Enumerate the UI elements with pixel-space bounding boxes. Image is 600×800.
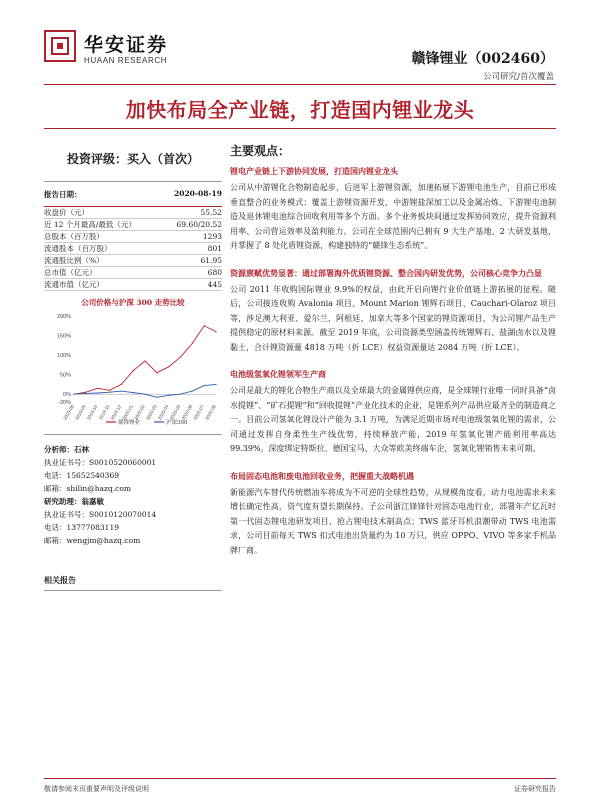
series-point: [180, 394, 181, 395]
x-tick-label: 2019-10: [85, 404, 99, 421]
stat-value: 55.52: [200, 208, 222, 217]
investment-rating: 投资评级：买入（首次）: [66, 152, 199, 166]
x-tick-label: 2020-04: [156, 404, 170, 421]
series-point: [192, 390, 193, 391]
stat-row: [44, 207, 222, 219]
series-point: [192, 343, 193, 344]
sections-container: [230, 165, 556, 558]
title-divider: [44, 128, 556, 129]
chart-title: 公司价格与沪深 300 走势比较: [81, 298, 185, 307]
analyst-info: [44, 443, 222, 547]
series-point: [109, 390, 110, 391]
rating-divider: [44, 181, 222, 182]
y-tick-label: 100%: [56, 353, 71, 360]
x-tick-label: 2020-01: [121, 404, 135, 421]
left-sidebar: [44, 142, 222, 591]
y-tick-label: -20%: [58, 400, 71, 406]
series-point: [85, 392, 86, 393]
section-body: 新能源汽车替代传统燃油车将成为不可逆的全球性趋势，从规模角度看，动力电池需求未来增长确定性高，资气度有望长期保持。子公司浙江锋锋针对固态电池行业，部署年产亿瓦时第一代固态锂电池研发项目，抢占锂电技术制高点；TWS 蓝牙耳机浪潮带动 TWS 电池需求，公司目前每天 TWS 扣式电池出货量约为 10 万只，供应 OPPO、VIVO 等多家手机品牌厂商。: [230, 487, 556, 555]
x-tick-label: 2020-06: [180, 404, 194, 421]
series-point: [133, 392, 134, 393]
stat-value: 801: [207, 244, 222, 253]
y-tick-label: 0%: [63, 392, 71, 399]
footer-divider: [44, 778, 556, 779]
stat-row: [44, 279, 222, 291]
main-content: [230, 142, 556, 571]
series-point: [144, 394, 145, 395]
logo-english: HUAAN RESEARCH: [84, 56, 168, 65]
section-body: 公司是最大的锂化合物生产商以及全球最大的金属锂供应商，是全球锂行业唯一同时具备“卤水提锂”、“矿石提锂”和“回收提锂”产业化技术的企业，是锂系列产品供应最齐全的制造商之一。目前公司氢氧化锂设计产能为 3.1 万吨，为满足近期市场对电池级氢氧化锂的需求，公司通过发挥自身柔性生产线优势，持续释放产能，2019 年氢氧化锂产能利用率高达 99.39%。深度绑定特斯拉、德国宝马、大众等欧美终端车企，氢氧化锂销售未来可期。: [230, 386, 556, 453]
series-point: [121, 384, 122, 385]
series-point: [97, 392, 98, 393]
header-divider: [44, 84, 556, 85]
x-tick-label: 2020-03: [145, 404, 158, 421]
series-point: [204, 325, 205, 326]
stat-row: [44, 267, 222, 279]
y-tick-label: 150%: [56, 333, 71, 340]
analyst-detail: 执业证书号：S0010520060001: [44, 458, 157, 467]
analyst-detail: 电话：15652540369: [44, 471, 119, 480]
y-tick-label: 200%: [56, 314, 71, 320]
series-point: [85, 393, 86, 394]
x-tick-label: 2020-08: [204, 404, 217, 421]
chart-divider: [44, 434, 222, 435]
logo-icon: [44, 30, 76, 62]
x-tick-label: 2019-09: [74, 404, 87, 421]
series-point: [121, 390, 122, 391]
company-name: 赣锋锂业（002460）: [411, 51, 554, 67]
analyst-detail: 电话：13777083119: [44, 523, 119, 532]
series-point: [144, 360, 145, 361]
series-point: [133, 370, 134, 371]
series-point: [97, 388, 98, 389]
report-type: 公司研究/首次覆盖: [483, 72, 554, 82]
stat-value: 445: [207, 280, 222, 289]
series-point: [180, 356, 181, 357]
analyst-name: 研究助理：翁嘉敏: [44, 497, 104, 506]
x-tick-label: 2020-02: [133, 404, 146, 421]
series-point: [168, 366, 169, 367]
report-date: 2020-08-19: [174, 189, 222, 198]
report-date-row: [44, 189, 222, 207]
series-point: [156, 372, 157, 373]
y-tick-label: 50%: [59, 372, 71, 379]
stat-label: 总市值（亿元）: [44, 268, 97, 277]
report-date-label: 报告日期：: [44, 190, 82, 199]
x-tick-label: 2019-11: [97, 404, 111, 421]
analyst-detail: 邮箱：shilin@hazq.com: [44, 484, 131, 493]
x-tick-label: 2019-12: [109, 404, 123, 421]
stat-row: [44, 255, 222, 267]
section-heading: 布局固态电池和废电池回收业务，把握重大战略机遇: [230, 470, 414, 481]
stats-table: [44, 207, 222, 291]
stat-label: 流通市值（亿元）: [44, 280, 104, 289]
logo-text: 华安证券: [84, 34, 169, 56]
series-point: [204, 385, 205, 386]
x-tick-label: 2020-07: [192, 404, 206, 421]
stat-label: 流通股本（百万股）: [44, 244, 112, 253]
series-point: [215, 331, 216, 332]
analyst-name: 分析师：石林: [44, 445, 89, 454]
stat-value: 1293: [202, 232, 222, 241]
stat-row: [44, 243, 222, 255]
analyst-detail: 执业证书号：S0010120070014: [44, 510, 157, 519]
x-tick-label: 2019-08: [62, 404, 75, 421]
legend-label: 沪深300: [166, 420, 188, 426]
stat-value: 61.95: [200, 256, 222, 265]
key-views-heading: 主要观点：: [230, 144, 291, 158]
stat-row: [44, 231, 222, 243]
series-point: [215, 384, 216, 385]
series-line-0: [74, 326, 216, 394]
stat-value: 680: [207, 268, 222, 277]
section-heading: 锂电产业链上下游协同发展，打造国内锂业龙头: [230, 166, 398, 176]
legend-label: 赣锋锂业: [118, 420, 141, 426]
stat-value: 69.60/20.52: [176, 220, 222, 229]
page-title: 加快布局全产业链，打造国内锂业龙头: [125, 98, 475, 122]
price-chart: [44, 310, 222, 428]
series-point: [168, 395, 169, 396]
series-point: [73, 394, 74, 395]
section-heading: 电池级氢氧化锂领军生产商: [230, 369, 326, 379]
related-reports-heading: 相关报告: [44, 575, 222, 591]
series-point: [109, 392, 110, 393]
stat-label: 近 12 个月最高/最低（元）: [44, 220, 136, 229]
footer-label: 证券研究报告: [514, 785, 556, 793]
stat-label: 流通股比例（%）: [44, 256, 104, 265]
series-line-1: [74, 384, 216, 397]
series-point: [156, 397, 157, 398]
stat-row: [44, 219, 222, 231]
section-body: 公司 2011 年收购国际锂业 9.9%的权益，由此开启向锂行业价值链上游拓展的征程。随后，公司接连收购 Avalonia 项目、Mount Marion 锂辉石项目、Cauchari-Olaroz 项目等，涉足澳大利亚、爱尔兰、阿根廷、加拿大等多个国家的锂资源项目，为公司锂产品生产提供稳定的原材料来源。截至 2019 年底，公司资源类型涵盖传统锂辉石、盐湖卤水以及锂黏土，合计锂资源量 4818 万吨（折 LCE）权益资源量达 2084 万吨（折 LCE）。: [230, 284, 556, 352]
section-heading: 资源禀赋优势显著：通过部署海外优质锂资源、整合国内研发优势，公司核心竞争力凸显: [230, 267, 542, 278]
section-body: 公司从中游锂化合物制造起步，后进军上游锂资源，加速拓展下游锂电池生产，目前已形成垂直整合的业务模式：覆盖上游锂资源开发、中游锂盐深加工以及金属冶炼、下游锂电池制造及退休锂电池综合回收利用等多个方面。多个业务板块间通过发挥协同效应，提升资源利用率、公司营运效率及盈利能力。公司在全球范围内已拥有 9 大生产基地、2 大研发基地，并掌握了 8 处化盾锂资源，构建独特的“赣锋生态系统”。: [230, 183, 556, 250]
footer-disclaimer: 敬请参阅末页重要声明及评级说明: [44, 785, 149, 793]
stat-label: 收盘价（元）: [44, 208, 89, 217]
x-tick-label: 2020-05: [168, 404, 182, 421]
stat-label: 总股本（百万股）: [44, 232, 104, 241]
analyst-detail: 邮箱：wengjm@hazq.com: [44, 536, 141, 545]
